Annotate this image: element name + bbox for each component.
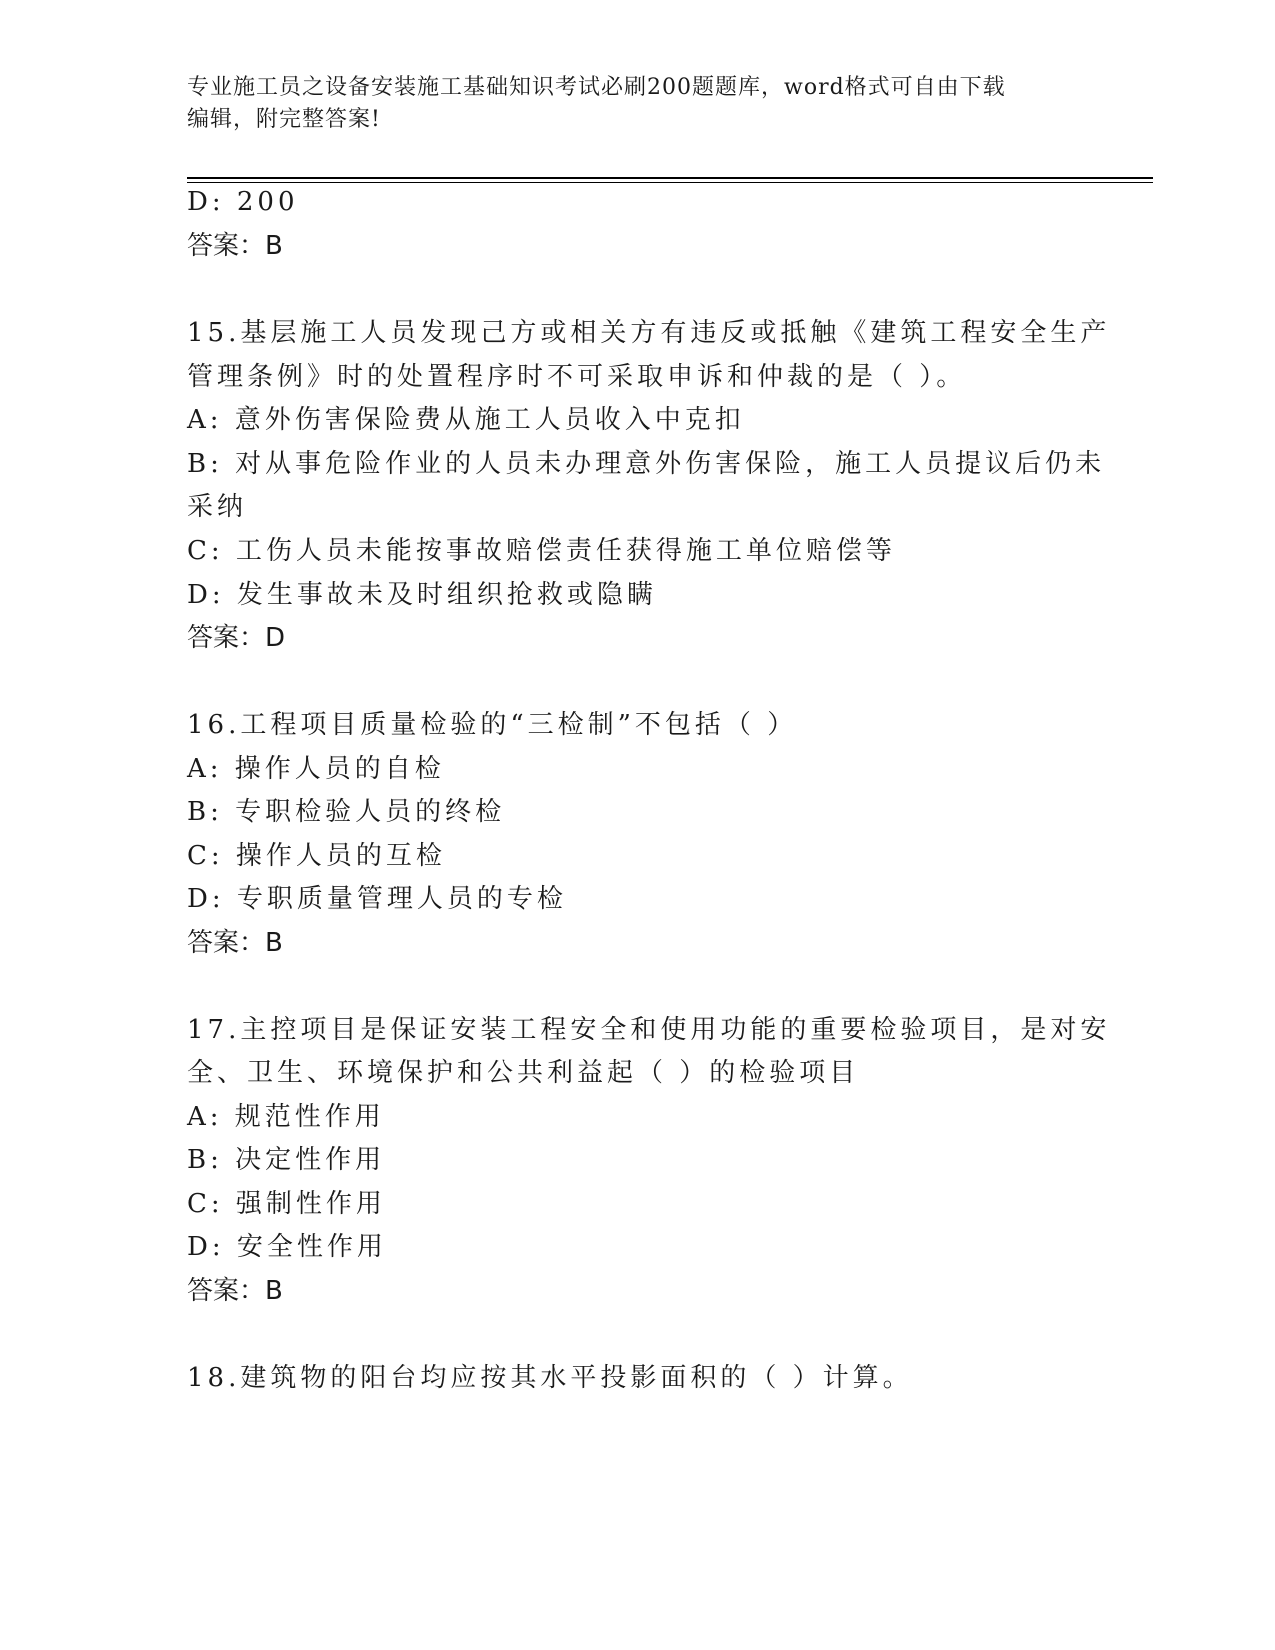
q17-option-c: C: 强制性作用: [187, 1189, 386, 1219]
header-divider-thin: [187, 182, 1153, 183]
prev-option-d: D: 200: [187, 187, 299, 217]
q15-stem-line1: 15.基层施工人员发现己方或相关方有违反或抵触《建筑工程安全生产: [187, 318, 1111, 348]
q15-option-d: D: 发生事故未及时组织抢救或隐瞒: [187, 580, 657, 610]
q16-option-c: C: 操作人员的互检: [187, 841, 446, 871]
q16-stem-line1: 16.工程项目质量检验的“三检制”不包括（ ）: [187, 710, 798, 740]
q17-stem-line1: 17.主控项目是保证安装工程安全和使用功能的重要检验项目，是对安: [187, 1015, 1111, 1045]
q15-answer: 答案：D: [187, 623, 286, 653]
q18-stem-line1: 18.建筑物的阳台均应按其水平投影面积的（ ）计算。: [187, 1363, 913, 1393]
q17-answer: 答案：B: [187, 1276, 283, 1306]
q17-option-b: B: 决定性作用: [187, 1145, 386, 1175]
q15-option-a: A: 意外伤害保险费从施工人员收入中克扣: [187, 405, 745, 435]
q16-answer: 答案：B: [187, 928, 283, 958]
q15-option-b-line1: B: 对从事危险作业的人员未办理意外伤害保险，施工人员提议后仍未: [187, 449, 1106, 479]
q17-option-a: A: 规范性作用: [187, 1102, 385, 1132]
q15-option-b-line2: 采纳: [187, 492, 248, 522]
document-header: [187, 72, 1067, 136]
q16-option-a: A: 操作人员的自检: [187, 754, 445, 784]
q17-option-d: D: 安全性作用: [187, 1232, 387, 1262]
q15-stem-line2: 管理条例》时的处置程序时不可采取申诉和仲裁的是（ ）。: [187, 362, 967, 392]
header-title-line2: 编辑，附完整答案!: [187, 107, 381, 132]
q16-option-d: D: 专职质量管理人员的专检: [187, 884, 567, 914]
q15-option-c: C: 工伤人员未能按事故赔偿责任获得施工单位赔偿等: [187, 536, 896, 566]
header-title-line1: 专业施工员之设备安装施工基础知识考试必刷200题题库，word格式可自由下载: [187, 75, 1006, 100]
prev-answer: 答案：B: [187, 231, 283, 261]
q17-stem-line2: 全、卫生、环境保护和公共利益起（ ）的检验项目: [187, 1058, 860, 1088]
header-divider-thick: [187, 177, 1153, 179]
q16-option-b: B: 专职检验人员的终检: [187, 797, 506, 827]
